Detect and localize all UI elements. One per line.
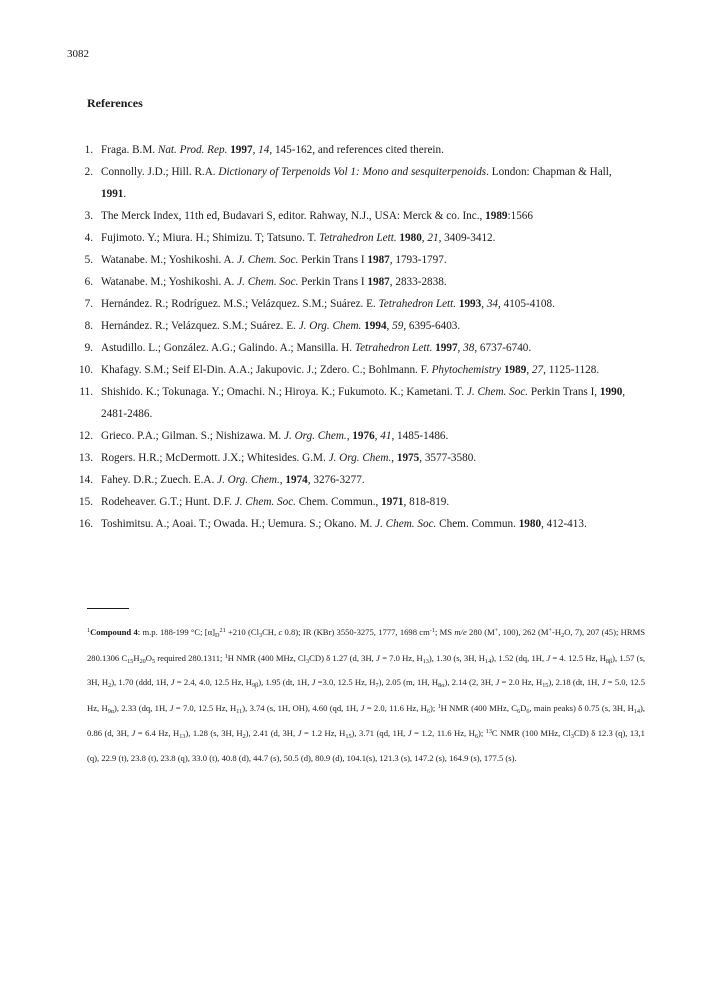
reference-item — [71, 271, 631, 293]
reference-item — [71, 227, 631, 249]
reference-item — [71, 447, 631, 469]
reference-number: 3 . — [71, 205, 93, 227]
reference-text: Hernández. R.; Velázquez. S.M.; Suárez. E. J. Org. Chem. 1994, 59, 6395-6403. — [101, 320, 461, 332]
reference-number: 12 . — [71, 425, 93, 447]
footnote — [87, 621, 645, 768]
footnote-divider — [87, 608, 129, 609]
page-number: 3082 — [67, 48, 89, 60]
reference-text: Astudillo. L.; González. A.G.; Galindo. A.; Mansilla. H. Tetrahedron Lett. 1997, 38, 6737-6740. — [101, 342, 532, 354]
reference-text: Khafagy. S.M.; Seif El-Din. A.A.; Jakupovic. J.; Zdero. C.; Bohlmann. F. Phytochemistry 1989, 27, 1125-1128. — [101, 364, 600, 376]
reference-item — [71, 139, 631, 161]
references-heading: References — [87, 96, 143, 110]
reference-text: Rogers. H.R.; McDermott. J.X.; Whitesides. G.M. J. Org. Chem., 1975, 3577-3580. — [101, 452, 477, 464]
reference-item — [71, 315, 631, 337]
reference-number: 6 . — [71, 271, 93, 293]
reference-number: 16 . — [71, 513, 93, 535]
reference-item — [71, 205, 631, 227]
reference-number: 2 . — [71, 161, 93, 183]
reference-item — [71, 425, 631, 447]
reference-text: Fujimoto. Y.; Miura. H.; Shimizu. T; Tatsuno. T. Tetrahedron Lett. 1980, 21, 3409-3412. — [101, 232, 496, 244]
reference-item — [71, 513, 631, 535]
reference-item — [71, 293, 631, 315]
reference-text: Watanabe. M.; Yoshikoshi. A. J. Chem. Soc. Perkin Trans I 1987, 2833-2838. — [101, 276, 447, 288]
reference-text: Hernández. R.; Rodríguez. M.S.; Velázquez. S.M.; Suárez. E. Tetrahedron Lett. 1993, 34, 4105-4108. — [101, 298, 555, 310]
reference-text: Watanabe. M.; Yoshikoshi. A. J. Chem. Soc. Perkin Trans I 1987, 1793-1797. — [101, 254, 447, 266]
reference-item — [71, 337, 631, 359]
reference-text: Connolly. J.D.; Hill. R.A. Dictionary of Terpenoids Vol 1: Mono and sesquiterpenoids. London: Chapman & Hall, 1991. — [101, 166, 612, 200]
reference-number: 1 . — [71, 139, 93, 161]
reference-item — [71, 491, 631, 513]
footnote-body: Compound 4: m.p. 188-199 °C; $[\alpha]_D^{21} +210$ ($Cl_3CH$, c 0.8); IR (KBr) 3550-3275, 1777, 1698 $cm^{-1}$; MS m/e 280 (M+, 100), 262 ($M^+-H_2O$, 7), 207 (45); HRMS 280.1306 $C_{15}H_{20}O_5$ required 280.1311; $^1$H NMR (400 MHz, $Cl_3CD$) δ 1.27 (d, 3H, J = 7.0 Hz, $H_{13}$), 1.30 (s, 3H, $H_{14}$), 1.52 (dq, 1H, J = 4. 12.5 Hz, $H_{8\beta}$), 1.57 (s, 3H, $H_2$), 1.70 (ddd, 1H, J = 2.4, 4.0, 12.5 Hz, $H_{9\beta}$), 1.95 (dt, 1H, J =3.0, 12.5 Hz, $H_7$), 2.05 (m, 1H, $H_{8\alpha}$), 2.14 (2, 3H, J = 2.0 Hz, $H_{15}$), 2.18 (dt, 1H, J = 5.0, 12.5 Hz, $H_{9\alpha}$), 2.33 (dq, 1H, J = 7.0, 12.5 Hz, $H_{11}$), 3.74 (s, 1H, OH), 4.60 (qd, 1H, J = 2.0, 11.6 Hz, $H_6$); $^1$H NMR (400 MHz, $C_6D_6$, main peaks) δ 0.75 (s, 3H, $H_{14}$), 0.86 (d, 3H, J = 6.4 Hz, $H_{13}$), 1.28 (s, 3H, $H_2$), 2.41 (d, 3H, J = 1.2 Hz, $H_{15}$), 3.71 (qd, 1H, J = 1.2, 11.6 Hz, $H_6$); $^{13}$C NMR (100 MHz, $Cl_3CD$) δ 12.3 (q), 13,1 (q), 22.9 (t), 23.8 (t), 23.8 (q), 33.0 (t), 40.8 (d), 44.7 (s), 50.5 (d), 80.9 (d), 104.1(s), 121.3 (s), 147.2 (s), 164.9 (s), 177.5 (s). — [87, 627, 646, 763]
reference-item — [71, 381, 631, 425]
reference-number: 10 . — [71, 359, 93, 381]
reference-text: Grieco. P.A.; Gilman. S.; Nishizawa. M. J. Org. Chem., 1976, 41, 1485-1486. — [101, 430, 449, 442]
reference-text: Fahey. D.R.; Zuech. E.A. J. Org. Chem., 1974, 3276-3277. — [101, 474, 365, 486]
reference-item — [71, 359, 631, 381]
reference-number: 15 . — [71, 491, 93, 513]
reference-number: 7 . — [71, 293, 93, 315]
reference-number: 5 . — [71, 249, 93, 271]
reference-number: 11 . — [71, 381, 93, 403]
reference-text: Toshimitsu. A.; Aoai. T.; Owada. H.; Uemura. S.; Okano. M. J. Chem. Soc. Chem. Commun. 1980, 412-413. — [101, 518, 587, 530]
footnote-marker: 1 — [87, 627, 91, 634]
reference-number: 4 . — [71, 227, 93, 249]
reference-item — [71, 469, 631, 491]
reference-text: The Merck Index, 11th ed, Budavari S, editor. Rahway, N.J., USA: Merck & co. Inc., 1989:1566 — [101, 210, 533, 222]
reference-number: 13 . — [71, 447, 93, 469]
reference-text: Shishido. K.; Tokunaga. Y.; Omachi. N.; Hiroya. K.; Fukumoto. K.; Kametani. T. J. Chem. Soc. Perkin Trans I, 1990, 2481-2486. — [101, 386, 626, 420]
reference-number: 9 . — [71, 337, 93, 359]
reference-text: Fraga. B.M. Nat. Prod. Rep. 1997, 14, 145-162, and references cited therein. — [101, 144, 444, 156]
reference-number: 8 . — [71, 315, 93, 337]
reference-item — [71, 161, 631, 205]
reference-text: Rodeheaver. G.T.; Hunt. D.F. J. Chem. Soc. Chem. Commun., 1971, 818-819. — [101, 496, 450, 508]
reference-number: 14 . — [71, 469, 93, 491]
reference-item — [71, 249, 631, 271]
reference-list — [71, 139, 631, 535]
